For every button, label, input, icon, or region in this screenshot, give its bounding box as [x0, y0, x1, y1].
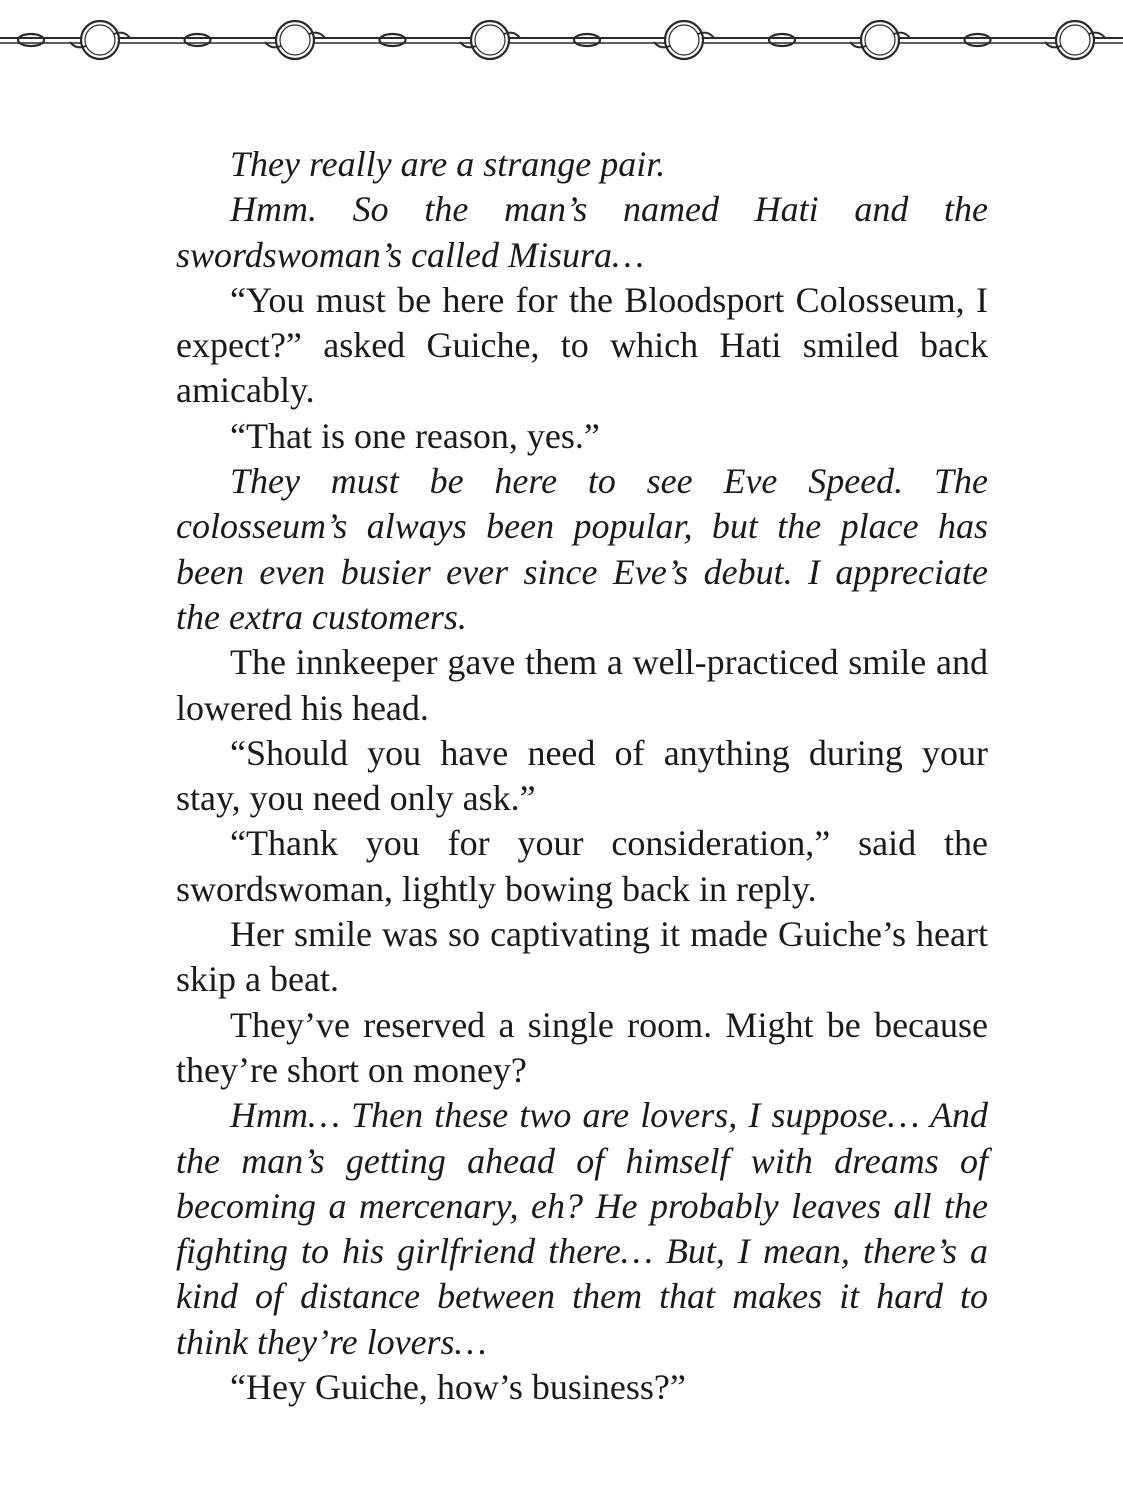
paragraph-3: “You must be here for the Bloodsport Colosseum, I expect?” asked Guiche, to which Hati smiled back amicably. [176, 279, 988, 411]
paragraph-8: “Thank you for your consideration,” said the swordswoman, lightly bowing back in reply. [176, 823, 988, 909]
paragraph-1: They really are a strange pair. [230, 144, 666, 184]
paragraph-9: Her smile was so captivating it made Guiche’s heart skip a beat. [176, 914, 988, 1000]
paragraph-12: “Hey Guiche, how’s business?” [230, 1367, 686, 1408]
paragraph-11: Hmm… Then these two are lovers, I suppose… And the man’s getting ahead of himself with dreams of becoming a mercenary, eh? He probably leaves all the fighting to his girlfriend there… But, I mean, there’s a kind of distance between them that makes it hard to think they’re lovers… [176, 1095, 988, 1362]
paragraph-4: “That is one reason, yes.” [230, 415, 600, 456]
paragraph-2: Hmm. So the man’s named Hati and the swordswoman’s called Misura… [176, 189, 988, 275]
chain-border-decoration [0, 0, 1123, 80]
text-column [176, 142, 988, 1410]
paragraph-10: They’ve reserved a single room. Might be because they’re short on money? [176, 1004, 988, 1090]
paragraph-7: “Should you have need of anything during your stay, you need only ask.” [176, 732, 988, 819]
paragraph-6: The innkeeper gave them a well-practiced smile and lowered his head. [176, 642, 988, 728]
paragraph-5: They must be here to see Eve Speed. The colosseum’s always been popular, but the place has been even busier ever since Eve’s debut. I appreciate the extra customers. [176, 461, 988, 637]
